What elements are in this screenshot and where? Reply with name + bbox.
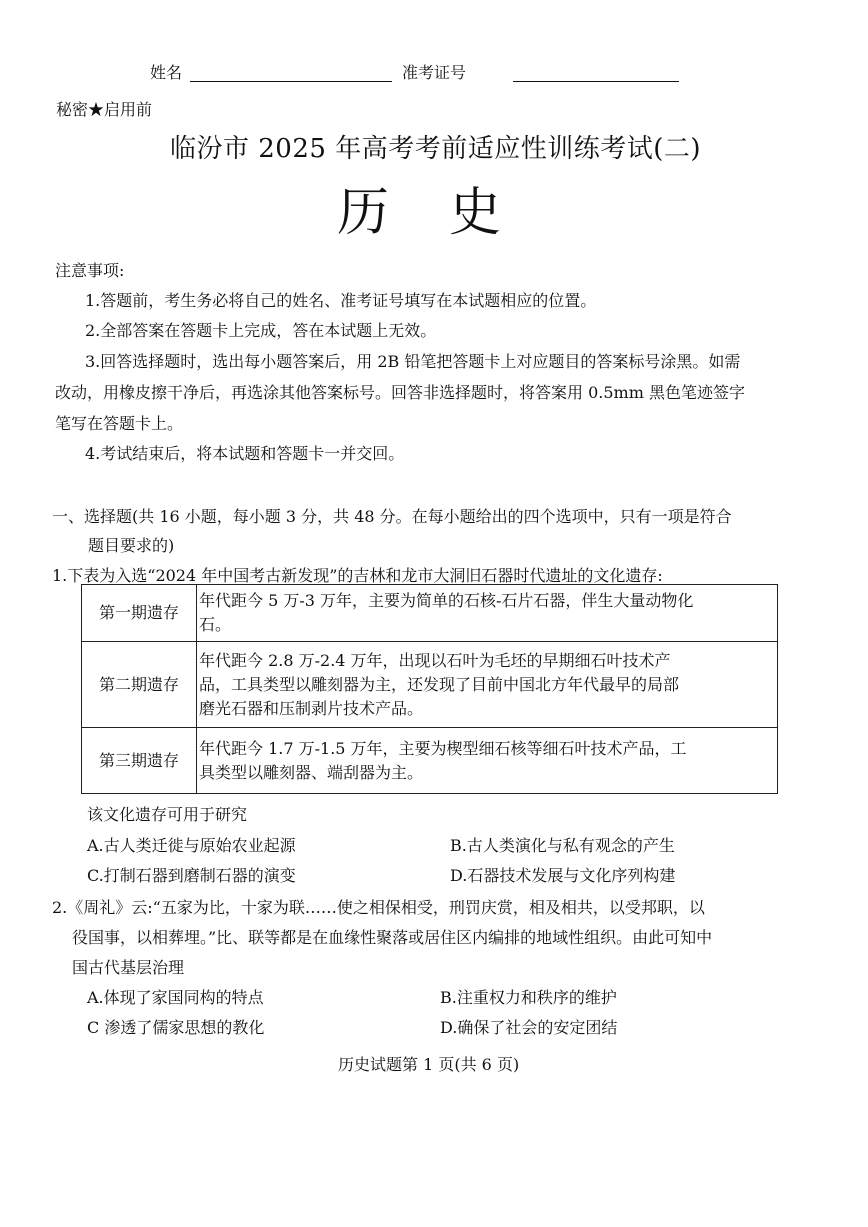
option-c[interactable]: C.打制石器到磨制石器的演变 bbox=[87, 866, 296, 885]
notice-item: 3.回答选择题时，选出每小题答案后，用 2B 铅笔把答题卡上对应题目的答案标号涂黑。如需 bbox=[85, 352, 741, 371]
notice-item: 2.全部答案在答题卡上完成，答在本试题上无效。 bbox=[85, 321, 437, 340]
period-cell: 第三期遗存 bbox=[82, 728, 197, 794]
question-1-prompt: 该文化遗存可用于研究 bbox=[87, 805, 248, 824]
ticket-blank-line[interactable] bbox=[513, 81, 679, 82]
option-d[interactable]: D.确保了社会的安定团结 bbox=[440, 1018, 618, 1037]
question-1-stem: 1.下表为入选“2024 年中国考古新发现”的吉林和龙市大洞旧石器时代遗址的文化遗存: bbox=[52, 566, 663, 585]
notice-item-cont: 改动，用橡皮擦干净后，再选涂其他答案标号。回答非选择题时，将答案用 0.5mm 黑色笔迹签字 bbox=[55, 383, 745, 402]
option-a[interactable]: A.古人类迁徙与原始农业起源 bbox=[87, 836, 296, 855]
notice-item: 1.答题前，考生务必将自己的姓名、准考证号填写在本试题相应的位置。 bbox=[85, 291, 597, 310]
option-a[interactable]: A.体现了家国同构的特点 bbox=[87, 988, 264, 1007]
name-label: 姓名 bbox=[150, 63, 183, 82]
notice-item: 4.考试结束后，将本试题和答题卡一并交回。 bbox=[85, 444, 405, 463]
notice-item-cont: 笔写在答题卡上。 bbox=[55, 414, 184, 433]
page-footer: 历史试题第 1 页(共 6 页) bbox=[338, 1055, 520, 1074]
table-row bbox=[82, 728, 778, 794]
option-b[interactable]: B.古人类演化与私有观念的产生 bbox=[450, 836, 675, 855]
option-d[interactable]: D.石器技术发展与文化序列构建 bbox=[450, 866, 676, 885]
description-line: 年代距今 1.7 万-1.5 万年，主要为楔型细石核等细石叶技术产品，工 bbox=[199, 738, 687, 758]
option-b[interactable]: B.注重权力和秩序的维护 bbox=[440, 988, 617, 1007]
question-2-stem-cont: 役国事，以相葬埋。”比、联等都是在血缘性聚落或居住区内编排的地域性组织。由此可知中 bbox=[72, 928, 713, 947]
confidential-mark: 秘密★启用前 bbox=[56, 100, 153, 119]
relic-table bbox=[81, 584, 778, 794]
question-2-stem-cont: 国古代基层治理 bbox=[72, 958, 185, 977]
notice-heading: 注意事项: bbox=[55, 261, 125, 280]
table-row bbox=[82, 585, 778, 642]
description-cell bbox=[197, 642, 778, 728]
section-heading: 一、选择题(共 16 小题，每小题 3 分，共 48 分。在每小题给出的四个选项中，只有一项是符合 bbox=[52, 507, 732, 526]
option-c[interactable]: C 渗透了儒家思想的教化 bbox=[87, 1018, 265, 1037]
exam-title: 临汾市 2025 年高考考前适应性训练考试(二) bbox=[170, 134, 701, 164]
ticket-label: 准考证号 bbox=[402, 63, 467, 82]
subject-title: 历 史 bbox=[337, 183, 506, 243]
description-line: 品，工具类型以雕刻器为主，还发现了目前中国北方年代最早的局部 bbox=[199, 674, 680, 694]
description-line: 年代距今 5 万-3 万年，主要为简单的石核-石片石器，伴生大量动物化 bbox=[199, 591, 694, 610]
table-row bbox=[82, 642, 778, 728]
description-line: 磨光石器和压制剥片技术产品。 bbox=[199, 698, 424, 718]
description-cell bbox=[197, 728, 778, 794]
name-blank-line[interactable] bbox=[190, 81, 392, 82]
description-cell bbox=[197, 585, 778, 642]
period-cell: 第二期遗存 bbox=[82, 642, 197, 728]
period-cell: 第一期遗存 bbox=[82, 585, 197, 642]
description-line: 具类型以雕刻器、端刮器为主。 bbox=[199, 762, 424, 782]
description-line: 石。 bbox=[199, 615, 232, 634]
description-line: 年代距今 2.8 万-2.4 万年，出现以石叶为毛坯的早期细石叶技术产 bbox=[199, 650, 671, 670]
question-2-stem: 2.《周礼》云:“五家为比，十家为联……使之相保相受，刑罚庆赏，相及相共，以受邦职，以 bbox=[52, 898, 705, 917]
section-heading-cont: 题目要求的) bbox=[88, 536, 175, 555]
